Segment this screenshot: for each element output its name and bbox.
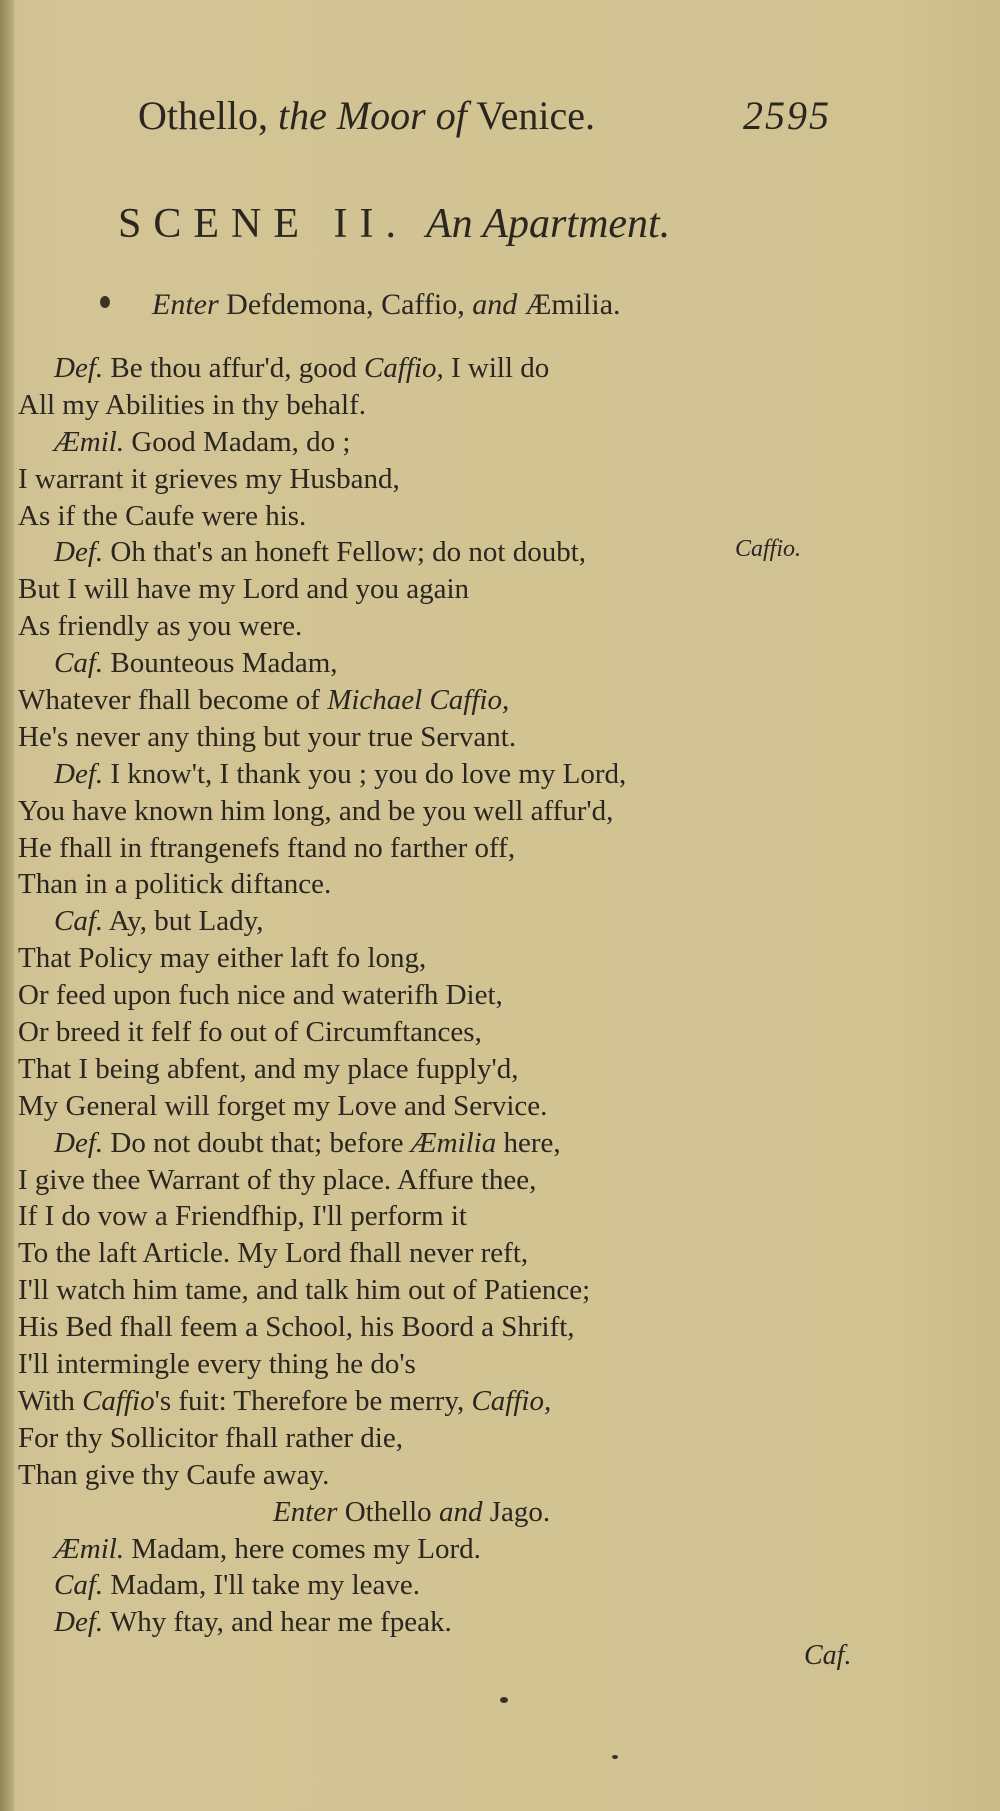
- play-text: [18, 350, 838, 1641]
- dialogue-line: [18, 682, 838, 719]
- dialogue-line: [18, 1088, 838, 1125]
- stage-direction-entry: [152, 288, 621, 322]
- line-text: Than give thy Caufe away.: [18, 1458, 330, 1491]
- line-text: Othello: [337, 1495, 439, 1528]
- dialogue-line: [18, 977, 838, 1014]
- line-text: He fhall in ftrangenefs ftand no farther off,: [18, 831, 516, 864]
- line-text: I'll intermingle every thing he do's: [18, 1348, 416, 1381]
- dialogue-line: [18, 608, 838, 645]
- line-text: I'll watch him tame, and talk him out of Patience;: [18, 1274, 591, 1307]
- line-text: Madam, here comes my Lord.: [124, 1532, 481, 1565]
- line-italic: Caffio,: [471, 1384, 552, 1417]
- speaker: Æmil.: [54, 1532, 125, 1565]
- ink-speck: [500, 1697, 508, 1703]
- line-text: Good Madam, do ;: [124, 425, 351, 458]
- dialogue-line: [18, 1014, 838, 1051]
- scene-location: An Apartment.: [426, 201, 671, 247]
- margin-note: Caffio.: [735, 536, 802, 562]
- line-text: Jago.: [482, 1495, 551, 1528]
- dialogue-line: [18, 534, 838, 571]
- dialogue-line: [18, 903, 838, 940]
- speaker: Caf.: [54, 905, 104, 938]
- line-text: Madam, I'll take my leave.: [103, 1569, 421, 1602]
- line-text: Or breed it felf fo out of Circumftances,: [18, 1016, 482, 1049]
- line-text: As if the Caufe were his.: [18, 499, 307, 532]
- line-text: Be thou affur'd, good: [103, 352, 364, 384]
- line-italic: Michael Caffio,: [327, 684, 510, 717]
- line-text: With: [18, 1384, 83, 1417]
- running-header: [138, 92, 838, 152]
- line-text: I know't, I thank you ; you do love my Lord,: [103, 757, 627, 790]
- line-italic: Enter: [273, 1495, 338, 1528]
- speaker: Caf.: [54, 1569, 104, 1602]
- ink-speck: [612, 1755, 618, 1759]
- line-italic: Æmilia: [410, 1126, 497, 1159]
- line-text: here,: [496, 1126, 561, 1159]
- dialogue-line: [18, 1051, 838, 1088]
- page-number: 2595: [743, 93, 831, 138]
- line-text: Why ftay, and hear me fpeak.: [103, 1606, 452, 1639]
- line-text: That Policy may either laft fo long,: [18, 942, 427, 975]
- dialogue-line: [18, 866, 838, 903]
- line-text: Or feed upon fuch nice and waterifh Diet,: [18, 979, 503, 1012]
- dialogue-line: [18, 1457, 838, 1494]
- line-text: Oh that's an honeft Fellow; do not doubt,: [103, 536, 587, 569]
- dialogue-line: [18, 793, 838, 830]
- dialogue-line: [18, 1420, 838, 1457]
- dialogue-line: [18, 1162, 838, 1199]
- entry-name-last: Æmilia.: [517, 288, 621, 321]
- speaker: Caf.: [54, 647, 104, 680]
- line-text: Whatever fhall become of: [18, 684, 328, 717]
- line-text: Bounteous Madam,: [103, 647, 338, 680]
- dialogue-line: [18, 830, 838, 867]
- line-text: 's fuit: Therefore be merry,: [154, 1384, 472, 1417]
- line-text: I warrant it grieves my Husband,: [18, 462, 400, 495]
- speaker: Æmil.: [54, 425, 125, 458]
- header-title-plain: Othello,: [138, 93, 278, 138]
- speaker: Def.: [54, 536, 104, 569]
- line-text: Than in a politick diftance.: [18, 868, 332, 901]
- dialogue-line: [18, 1567, 838, 1604]
- header-title-italic: the Moor of: [277, 93, 467, 138]
- dialogue-line: [18, 756, 838, 793]
- line-text: As friendly as you were.: [18, 610, 303, 643]
- entry-and: and: [472, 288, 518, 321]
- ink-speck: [100, 296, 110, 308]
- dialogue-line: [18, 1309, 838, 1346]
- line-italic: Caffio: [82, 1384, 155, 1417]
- scene-number: SCENE II.: [118, 201, 408, 247]
- dialogue-line: [18, 387, 838, 424]
- dialogue-line: [18, 719, 838, 756]
- line-text: I give thee Warrant of thy place. Affure thee,: [18, 1163, 537, 1196]
- dialogue-line: [18, 571, 838, 608]
- dialogue-line: [18, 1235, 838, 1272]
- line-text: But I will have my Lord and you again: [18, 573, 470, 606]
- dialogue-line: [18, 1272, 838, 1309]
- speaker: Def.: [54, 1126, 104, 1159]
- line-text: To the laft Article. My Lord fhall never reft,: [18, 1237, 529, 1270]
- scene-heading: [118, 200, 670, 248]
- entry-names: Defdemona, Caffio,: [218, 288, 473, 321]
- line-text: His Bed fhall feem a School, his Boord a Shrift,: [18, 1311, 575, 1344]
- header-title-plain-end: Venice.: [466, 93, 595, 138]
- line-text: Do not doubt that; before: [103, 1126, 411, 1159]
- line-text: You have known him long, and be you well affur'd,: [18, 794, 614, 827]
- dialogue-line: [18, 1346, 838, 1383]
- dialogue-line: [18, 940, 838, 977]
- dialogue-line: [18, 461, 838, 498]
- dialogue-line: [18, 1604, 838, 1641]
- dialogue-line: [18, 350, 838, 387]
- line-text: If I do vow a Friendfhip, I'll perform it: [18, 1200, 467, 1233]
- dialogue-line: [18, 1125, 838, 1162]
- line-text: All my Abilities in thy behalf.: [18, 388, 366, 421]
- book-gutter: [0, 0, 14, 1811]
- line-text: That I being abfent, and my place fupply'd,: [18, 1052, 519, 1085]
- line-text: My General will forget my Love and Service.: [18, 1089, 548, 1122]
- dialogue-line: [18, 1531, 838, 1568]
- line-italic: Caffio,: [363, 352, 444, 384]
- dialogue-line: [18, 645, 838, 682]
- line-text: For thy Sollicitor fhall rather die,: [18, 1421, 403, 1454]
- line-text: Ay, but Lady,: [103, 905, 264, 938]
- dialogue-line: [18, 498, 838, 535]
- speaker: Def.: [54, 1606, 104, 1639]
- line-text: He's never any thing but your true Servant.: [18, 720, 517, 753]
- line-italic: and: [438, 1495, 483, 1528]
- speaker: Def.: [54, 352, 104, 384]
- catchword: Caf.: [804, 1640, 852, 1671]
- speaker: Def.: [54, 757, 104, 790]
- line-text: I will do: [443, 352, 550, 384]
- dialogue-line: [18, 1383, 838, 1420]
- stage-direction: [18, 1494, 838, 1531]
- entry-word: Enter: [152, 288, 219, 321]
- dialogue-line: [18, 424, 838, 461]
- dialogue-line: [18, 1198, 838, 1235]
